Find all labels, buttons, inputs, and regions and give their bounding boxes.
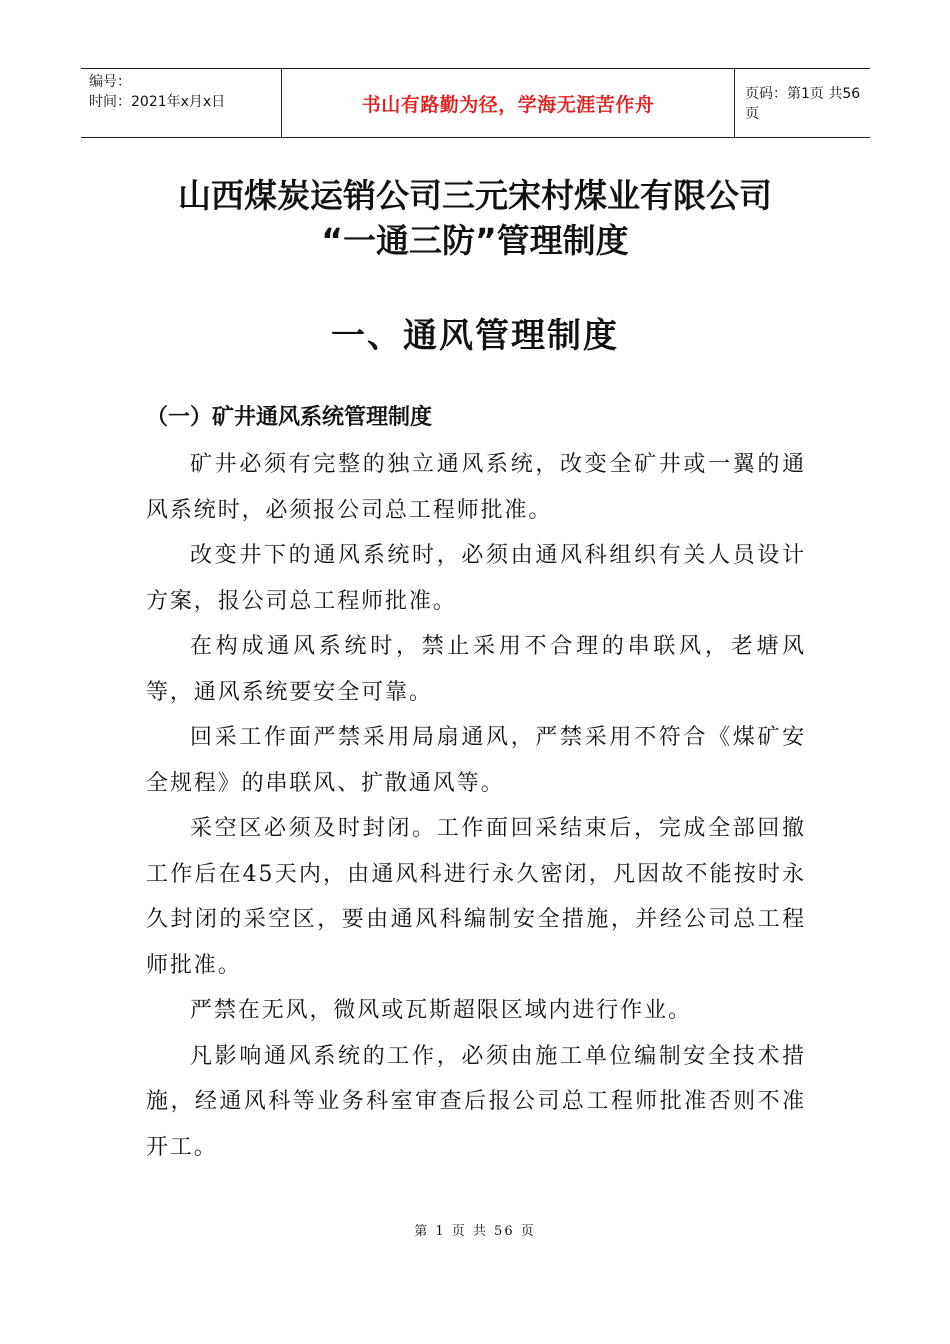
page-footer: 第 1 页 共 56 页 [414, 1224, 536, 1239]
motto: 书山有路勤为径，学海无涯苦作舟 [361, 93, 655, 116]
paragraph: 在构成通风系统时，禁止采用不合理的串联风，老塘风等，通风系统要安全可靠。 [146, 634, 806, 705]
header-motto-cell [281, 69, 735, 137]
document-header [81, 68, 870, 138]
title-line-2: “一通三防”管理制度 [321, 221, 629, 260]
header-meta [81, 69, 281, 137]
section-title: 一、通风管理制度 [331, 316, 619, 356]
header-page-cell [735, 69, 870, 137]
page-info: 页码：第1页 共56页 [745, 86, 861, 122]
paragraph: 回采工作面严禁采用局扇通风，严禁采用不符合《煤矿安全规程》的串联风、扩散通风等。 [146, 725, 806, 796]
number-label: 编号： [89, 74, 131, 90]
time-label: 时间：2021年x月x日 [89, 94, 226, 110]
paragraph: 矿井必须有完整的独立通风系统，改变全矿井或一翼的通风系统时，必须报公司总工程师批准。 [146, 452, 806, 523]
subsection-title: （一）矿井通风系统管理制度 [146, 404, 433, 430]
paragraph: 严禁在无风，微风或瓦斯超限区域内进行作业。 [190, 998, 692, 1023]
body-text [146, 442, 806, 1170]
title-line-1: 山西煤炭运销公司三元宋村煤业有限公司 [178, 176, 772, 215]
paragraph: 改变井下的通风系统时，必须由通风科组织有关人员设计方案，报公司总工程师批准。 [146, 543, 806, 614]
paragraph: 凡影响通风系统的工作，必须由施工单位编制安全技术措施，经通风科等业务科室审查后报公司总工程师批准否则不准开工。 [146, 1043, 806, 1160]
paragraph: 采空区必须及时封闭。工作面回采结束后，完成全部回撤工作后在45天内，由通风科进行永久密闭，凡因故不能按时永久封闭的采空区，要由通风科编制安全措施，并经公司总工程师批准。 [146, 816, 806, 978]
